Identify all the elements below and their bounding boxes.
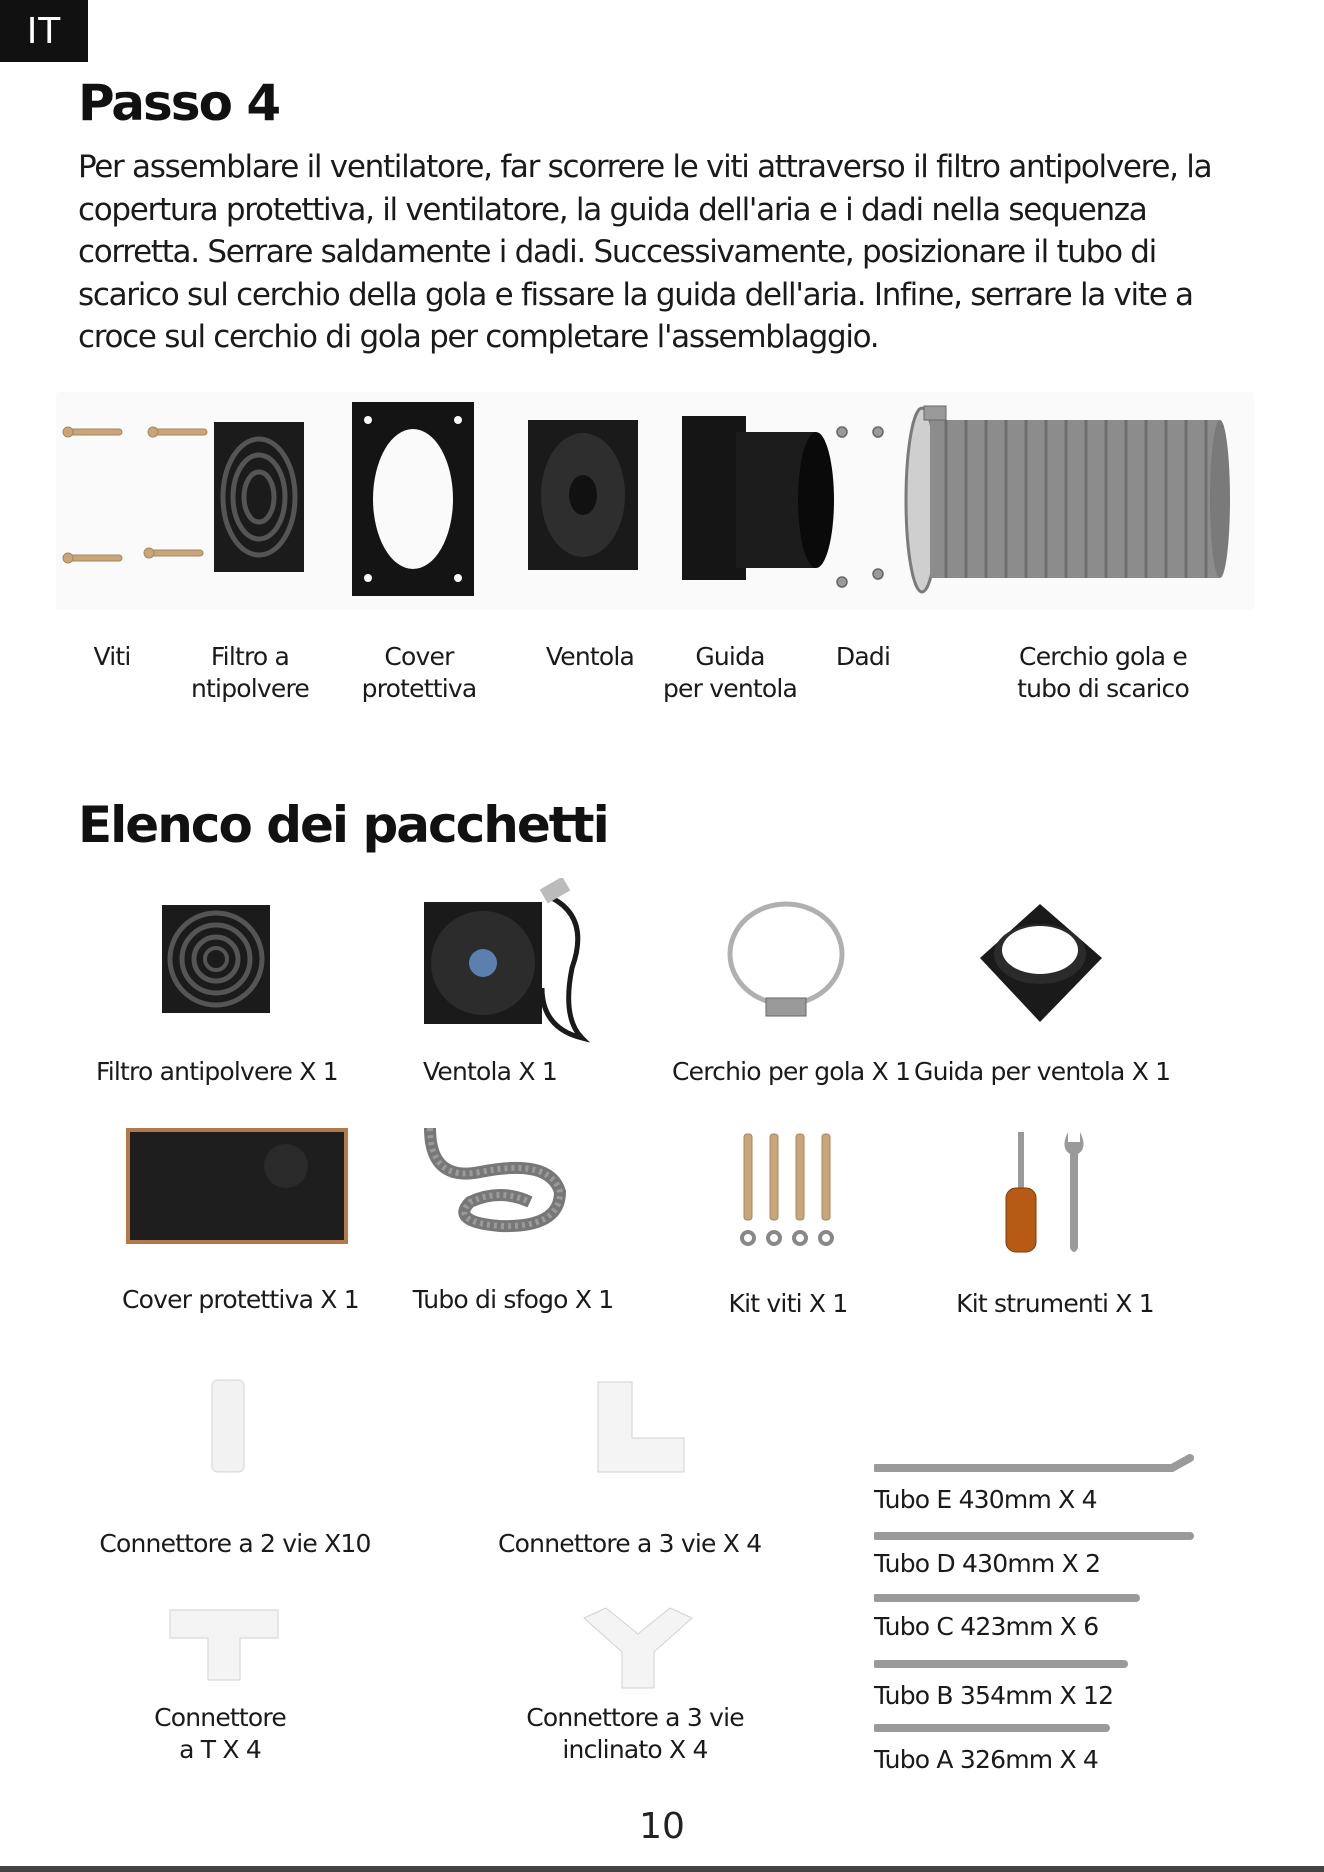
fan-guide-icon bbox=[972, 898, 1108, 1028]
label-cover: Cover protettiva bbox=[361, 642, 477, 703]
tube-e-icon bbox=[876, 1458, 1190, 1468]
tool-kit-icon bbox=[998, 1128, 1094, 1264]
label-hose: Tubo di sfogo X 1 bbox=[412, 1285, 614, 1314]
label-tube-e: Tubo E 430mm X 4 bbox=[874, 1485, 1097, 1514]
step-instructions: Per assemblare il ventilatore, far scorrere le viti attraverso il filtro antipolvere, la copertura protettiva, il ventilatore, la guida dell'aria e i dadi nella sequenza corretta. Serrare saldamente i dadi. Successivamente, posizionare il tubo di scarico sul cerchio della gola e fissare la guida dell'aria. Infine, serrare la vite a croce sul cerchio di gola per completare l'assemblaggio. bbox=[78, 149, 1212, 355]
hose-clamp-icon bbox=[722, 898, 850, 1026]
label-screw-kit: Kit viti X 1 bbox=[728, 1289, 848, 1318]
screws-icon bbox=[63, 427, 207, 563]
label-fan: Ventola bbox=[545, 642, 635, 671]
label-tool-kit: Kit strumenti X 1 bbox=[956, 1289, 1154, 1318]
label-two-way-connector: Connettore a 2 vie X10 bbox=[99, 1529, 371, 1558]
hose-with-ring-icon bbox=[906, 406, 1230, 592]
package-list-title: Elenco dei pacchetti bbox=[78, 796, 608, 854]
label-tube-a: Tubo A 326mm X 4 bbox=[874, 1745, 1099, 1774]
label-tube-b: Tubo B 354mm X 12 bbox=[874, 1681, 1114, 1710]
step-title: Passo 4 bbox=[78, 74, 280, 132]
two-way-connector-icon bbox=[210, 1378, 246, 1474]
label-fan-item: Ventola X 1 bbox=[423, 1057, 557, 1086]
label-clamp: Cerchio per gola X 1 bbox=[672, 1057, 911, 1086]
fan-icon bbox=[528, 420, 638, 570]
protective-cover-icon bbox=[126, 1128, 348, 1244]
label-inclined-connector: Connettore a 3 vie inclinato X 4 bbox=[526, 1703, 744, 1764]
inclined-three-way-connector-icon bbox=[580, 1606, 696, 1692]
label-filter: Filtro a ntipolvere bbox=[191, 642, 309, 703]
label-screws: Viti bbox=[93, 642, 131, 671]
nuts-icon bbox=[837, 427, 883, 587]
label-guide: Guida per ventola bbox=[662, 642, 798, 703]
label-three-way-connector: Connettore a 3 vie X 4 bbox=[498, 1529, 762, 1558]
dust-filter-icon bbox=[160, 903, 272, 1015]
exhaust-hose-icon bbox=[420, 1122, 572, 1238]
t-connector-icon bbox=[166, 1608, 282, 1684]
label-tube-d: Tubo D 430mm X 2 bbox=[874, 1549, 1101, 1578]
label-nuts: Dadi bbox=[835, 642, 891, 671]
assembly-exploded-view bbox=[56, 392, 1254, 610]
fan-guide-icon bbox=[682, 416, 834, 580]
label-cover-item: Cover protettiva X 1 bbox=[122, 1285, 359, 1314]
bottom-rule bbox=[0, 1866, 1324, 1872]
screw-kit-icon bbox=[736, 1130, 840, 1250]
fan-icon bbox=[422, 878, 602, 1046]
protective-cover-icon bbox=[352, 402, 474, 596]
page-number: 10 bbox=[639, 1806, 685, 1847]
label-tube-c: Tubo C 423mm X 6 bbox=[874, 1612, 1099, 1641]
language-tag: IT bbox=[0, 0, 88, 62]
label-ring-hose: Cerchio gola e tubo di scarico bbox=[1017, 642, 1189, 703]
label-t-connector: Connettore a T X 4 bbox=[154, 1703, 286, 1764]
label-dust-filter: Filtro antipolvere X 1 bbox=[96, 1057, 338, 1086]
dust-filter-icon bbox=[214, 422, 304, 572]
three-way-connector-icon bbox=[592, 1380, 688, 1480]
label-fan-guide: Guida per ventola X 1 bbox=[914, 1057, 1171, 1086]
